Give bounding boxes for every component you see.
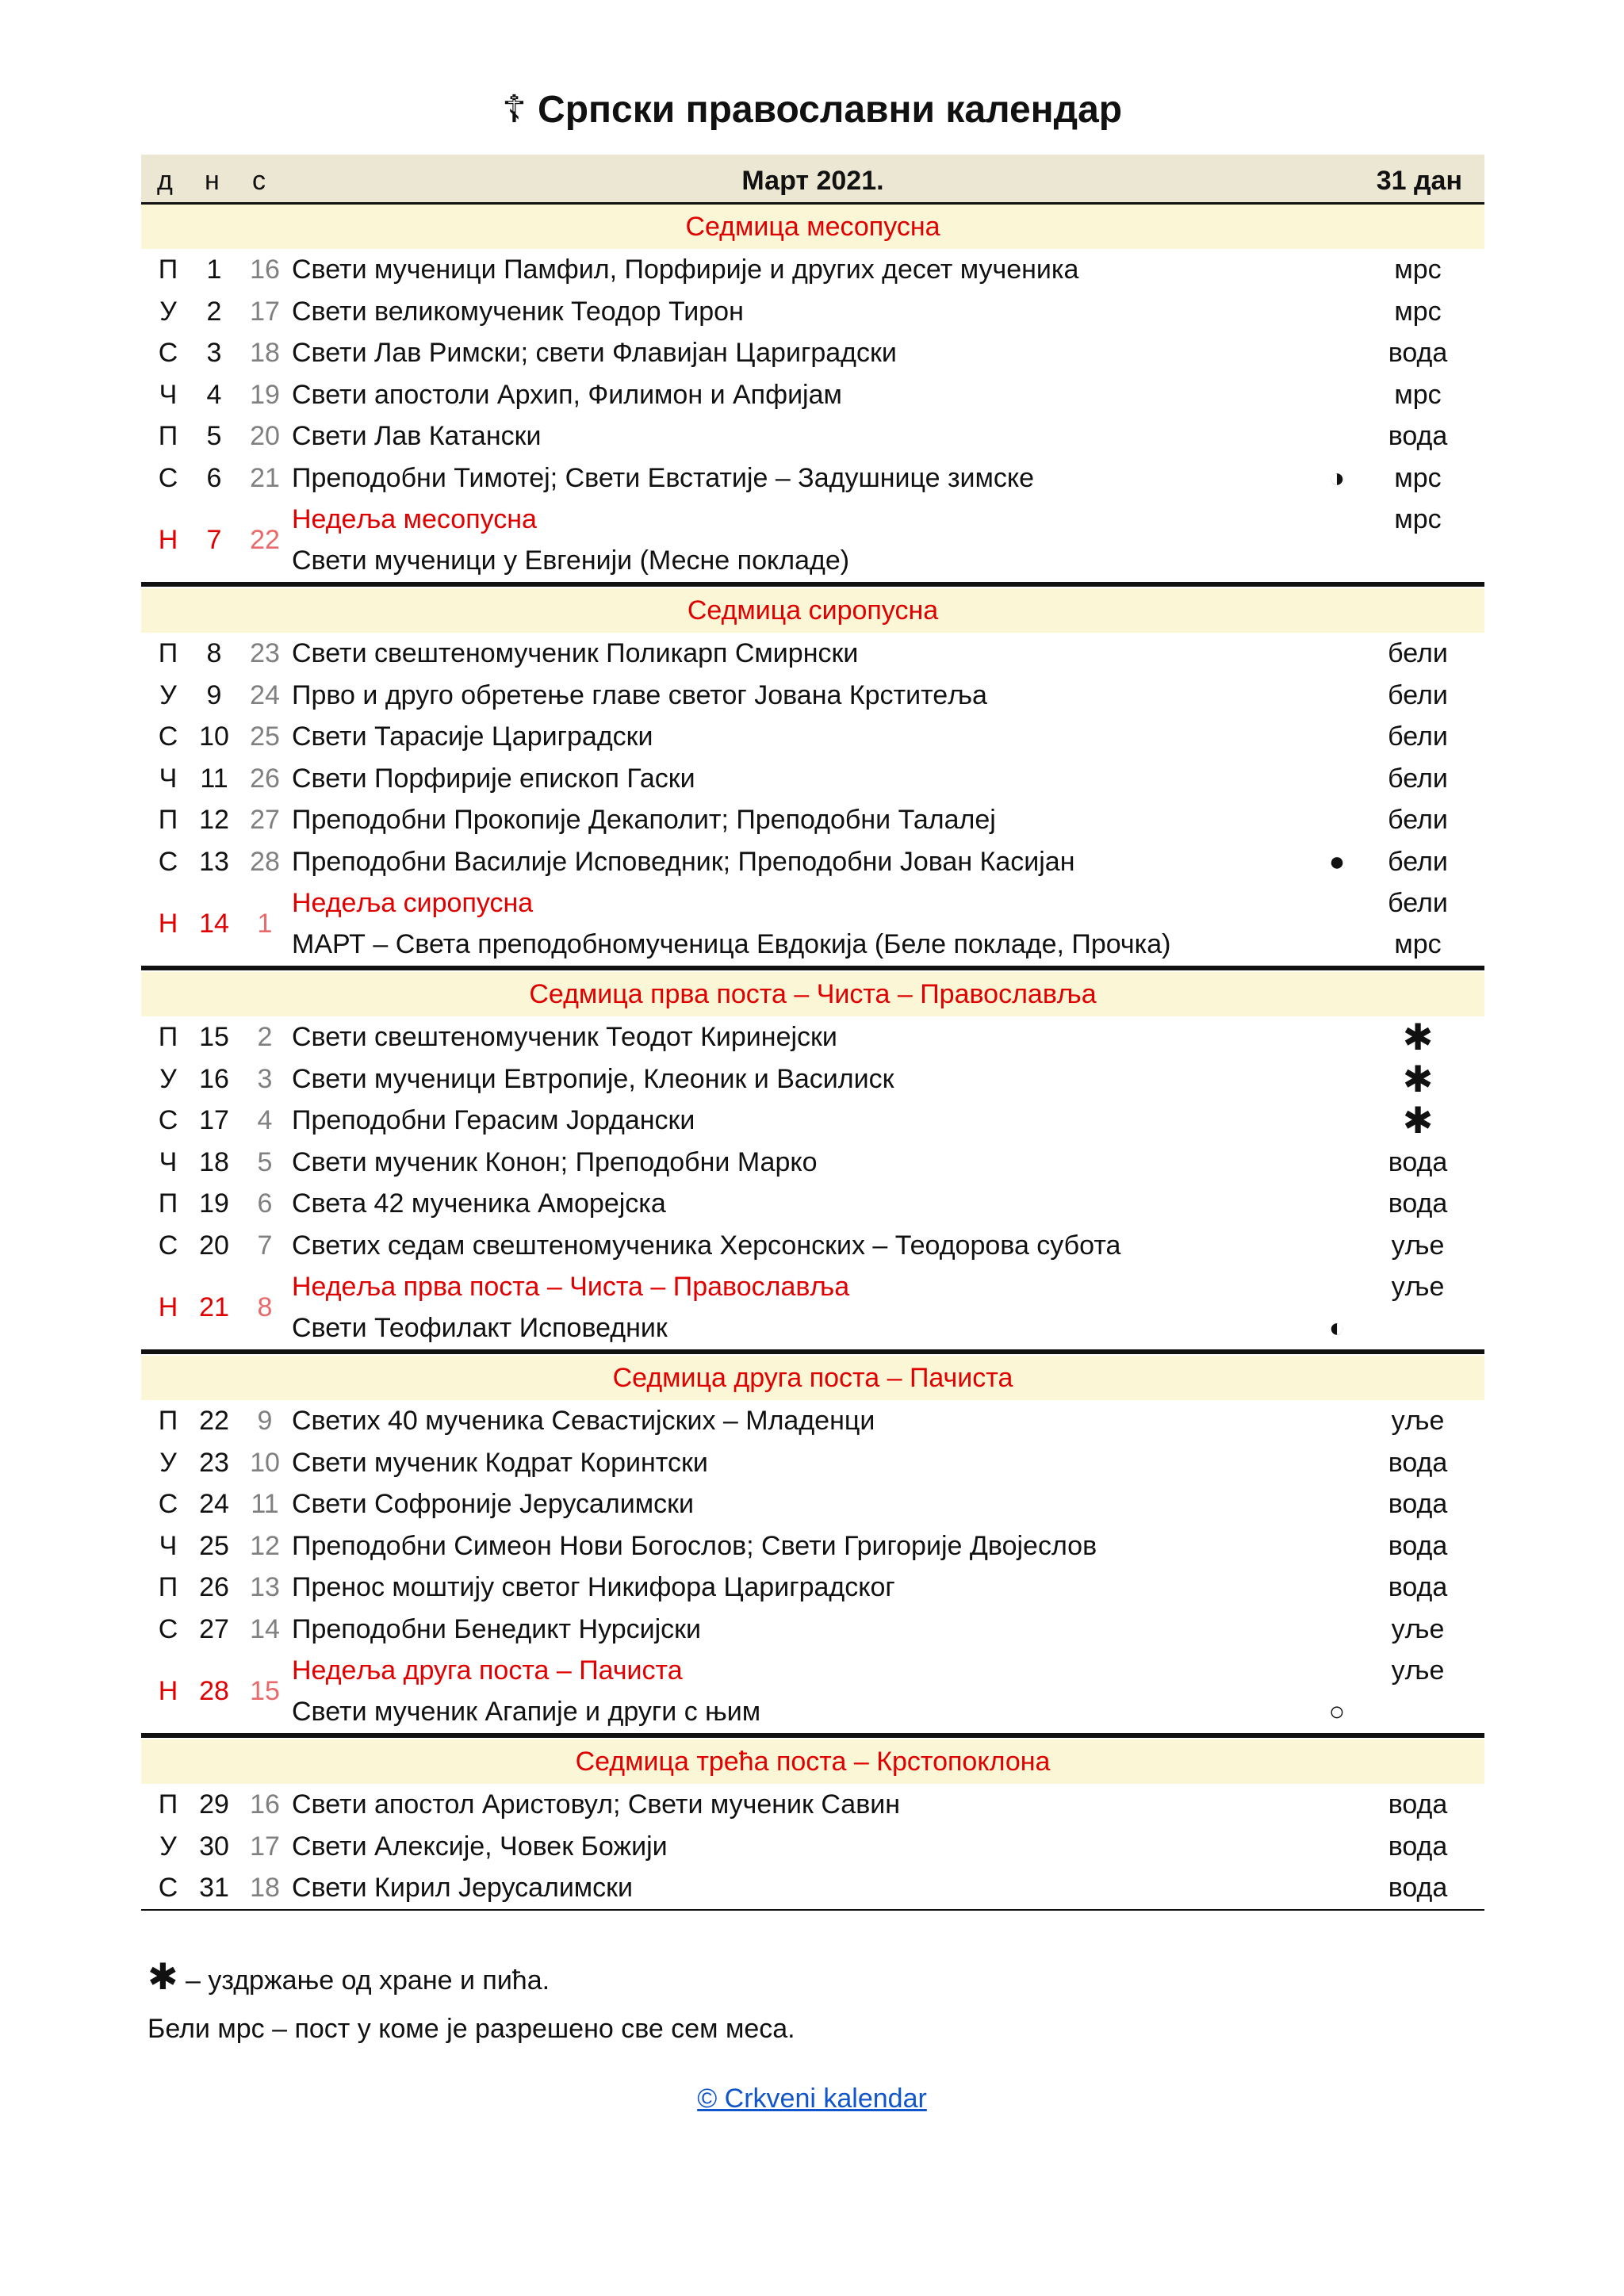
- day-row: [141, 675, 1484, 717]
- saint-text: Прво и друго обретење главе светог Јована Крститеља: [292, 679, 987, 710]
- orthodox-cross-icon: ☦: [501, 89, 527, 131]
- saint-text: Света 42 мученика Аморејска: [292, 1188, 666, 1219]
- sunday-title: Недеља друга поста – Пачиста: [292, 1655, 683, 1686]
- fasting-rule: вода: [1388, 1530, 1448, 1561]
- day-row: [141, 332, 1484, 374]
- day-number-new: 9: [206, 679, 222, 710]
- fasting-rule: уље: [1391, 1272, 1445, 1302]
- fasting-rule: бели: [1388, 721, 1448, 752]
- sunday-row: [141, 882, 1484, 966]
- day-row: [141, 1016, 1484, 1058]
- week-separator: [141, 1349, 1484, 1354]
- day-number-old: 19: [250, 379, 280, 410]
- saint-text: Свети свештеномученик Поликарп Смирнски: [292, 638, 859, 668]
- weekday-letter: Н: [158, 525, 178, 555]
- sunday-title: Недеља месопусна: [292, 504, 537, 534]
- day-number-old: 25: [250, 721, 280, 752]
- day-number-new: 12: [199, 805, 229, 835]
- saint-text: Свети Тарасије Цариградски: [292, 721, 653, 752]
- day-number-new: 27: [199, 1613, 229, 1644]
- saint-text: Светих 40 мученика Севастијских – Младенци: [292, 1406, 875, 1436]
- fasting-rule: ✱: [1402, 1100, 1434, 1141]
- fasting-rule: вода: [1388, 421, 1448, 451]
- weekday-letter: С: [158, 1105, 178, 1135]
- day-number-new: 18: [199, 1146, 229, 1177]
- weekday-letter: С: [158, 1230, 178, 1261]
- day-number-new: 23: [199, 1447, 229, 1478]
- weekday-letter: С: [158, 1873, 178, 1903]
- weekday-letter: С: [158, 721, 178, 752]
- day-row: [141, 1567, 1484, 1609]
- saint-text: Свети мученик Кодрат Коринтски: [292, 1447, 708, 1478]
- week-title: Седмица прва поста – Чиста – Православља: [141, 972, 1484, 1016]
- day-number-new: 17: [199, 1105, 229, 1135]
- saint-text: Свети мученик Конон; Преподобни Марко: [292, 1146, 818, 1177]
- header-col-new: н: [205, 166, 220, 196]
- weekday-letter: Ч: [159, 1530, 178, 1561]
- page-title-text: Српски православни календар: [538, 89, 1123, 131]
- moon-phase-icon: ○: [1328, 1697, 1346, 1727]
- day-number-new: 10: [199, 721, 229, 752]
- fasting-rule: вода: [1388, 1572, 1448, 1602]
- fasting-rule: мрс: [1394, 254, 1442, 285]
- week-block: [141, 205, 1484, 587]
- week-block: [141, 1356, 1484, 1738]
- weekday-letter: У: [159, 1447, 177, 1478]
- weekday-letter: У: [159, 1063, 177, 1094]
- saint-text: Преподобни Герасим Јордански: [292, 1105, 695, 1135]
- sunday-title: Недеља сиропусна: [292, 888, 534, 918]
- day-row: [141, 799, 1484, 841]
- day-number-old: 5: [257, 1146, 273, 1177]
- day-row: [141, 758, 1484, 800]
- day-row: [141, 249, 1484, 291]
- day-number-old: 14: [250, 1613, 280, 1644]
- saint-text: Свети Кирил Јерусалимски: [292, 1873, 634, 1903]
- sunday-row: [141, 499, 1484, 582]
- fasting-rule: бели: [1388, 638, 1448, 668]
- saint-text: Свети Лав Римски; свети Флавијан Цариградски: [292, 338, 897, 368]
- day-number-new: 19: [199, 1188, 229, 1219]
- weekday-letter: П: [158, 1188, 178, 1219]
- fasting-rule: вода: [1388, 1789, 1448, 1820]
- saint-text: Преподобни Бенедикт Нурсијски: [292, 1613, 702, 1644]
- day-row: [141, 1442, 1484, 1484]
- weekday-letter: С: [158, 462, 178, 493]
- day-row: [141, 716, 1484, 758]
- week-block: [141, 972, 1484, 1354]
- day-row: [141, 1142, 1484, 1184]
- saint-text: Преподобни Тимотеј; Свети Евстатије – Задушнице зимске: [292, 462, 1035, 493]
- fasting-rule: уље: [1391, 1655, 1445, 1686]
- footnote-white: Бели мрс – пост у коме је разрешено све сем меса.: [147, 2014, 795, 2044]
- fasting-rule: вода: [1388, 1489, 1448, 1519]
- day-number-new: 6: [206, 462, 222, 493]
- header-day-count: 31 дан: [1376, 166, 1462, 196]
- day-number-new: 25: [199, 1530, 229, 1561]
- day-number-new: 29: [199, 1789, 229, 1820]
- day-number-new: 26: [199, 1572, 229, 1602]
- day-number-old: 17: [250, 296, 280, 327]
- weekday-letter: С: [158, 1613, 178, 1644]
- weekday-letter: Н: [158, 1676, 178, 1706]
- header-col-old: с: [252, 166, 266, 196]
- day-number-new: 21: [199, 1292, 229, 1322]
- table-bottom-rule: [141, 1909, 1484, 1911]
- week-separator: [141, 966, 1484, 970]
- footnote-star: [147, 1950, 795, 2003]
- saint-text: Преподобни Василије Исповедник; Преподобни Јован Касијан: [292, 846, 1075, 877]
- weekday-letter: П: [158, 805, 178, 835]
- day-number-new: 3: [206, 338, 222, 368]
- weekday-letter: Н: [158, 909, 178, 939]
- day-number-old: 6: [257, 1188, 273, 1219]
- day-number-new: 28: [199, 1676, 229, 1706]
- day-row: [141, 1483, 1484, 1525]
- day-row: [141, 457, 1484, 499]
- day-row: [141, 1400, 1484, 1442]
- weekday-letter: П: [158, 1572, 178, 1602]
- weekday-letter: П: [158, 421, 178, 451]
- day-number-old: 20: [250, 421, 280, 451]
- day-number-new: 13: [199, 846, 229, 877]
- day-row: [141, 633, 1484, 675]
- day-number-new: 14: [199, 909, 229, 939]
- weekday-letter: У: [159, 1831, 177, 1862]
- day-number-new: 30: [199, 1831, 229, 1862]
- day-number-old: 9: [257, 1406, 273, 1436]
- moon-phase-icon: ◐: [1328, 1313, 1346, 1343]
- weekday-letter: П: [158, 254, 178, 285]
- day-row: [141, 1183, 1484, 1225]
- footnotes: [147, 1950, 795, 2055]
- fasting-rule: бели: [1388, 888, 1448, 918]
- saint-text: Пренос моштију светог Никифора Цариградског: [292, 1572, 895, 1602]
- fasting-rule-second: мрс: [1394, 929, 1442, 959]
- weekday-letter: У: [159, 679, 177, 710]
- weekday-letter: Ч: [159, 763, 178, 794]
- day-row: [141, 1826, 1484, 1868]
- day-number-new: 22: [199, 1406, 229, 1436]
- moon-phase-icon: ◑: [1328, 462, 1346, 493]
- moon-phase-icon: ●: [1328, 846, 1346, 877]
- day-number-old: 18: [250, 338, 280, 368]
- saint-text: Светих седам свештеномученика Херсонских – Теодорова субота: [292, 1230, 1121, 1261]
- fasting-rule: ✱: [1402, 1058, 1434, 1100]
- day-number-new: 24: [199, 1489, 229, 1519]
- day-number-old: 7: [257, 1230, 273, 1261]
- day-row: [141, 374, 1484, 416]
- weekday-letter: С: [158, 1489, 178, 1519]
- credit-link[interactable]: © Crkveni kalendar: [697, 2084, 927, 2114]
- week-separator: [141, 582, 1484, 587]
- fasting-rule: уље: [1391, 1613, 1445, 1644]
- asterisk-icon: ✱: [147, 1956, 178, 1997]
- day-number-old: 22: [250, 525, 280, 555]
- page-title: [0, 87, 1624, 132]
- weekday-letter: П: [158, 1789, 178, 1820]
- day-number-new: 16: [199, 1063, 229, 1094]
- day-number-new: 20: [199, 1230, 229, 1261]
- day-number-new: 5: [206, 421, 222, 451]
- weekday-letter: П: [158, 1406, 178, 1436]
- fasting-rule: мрс: [1394, 462, 1442, 493]
- saint-text: Свети мученици Памфил, Порфирије и других десет мученика: [292, 254, 1079, 285]
- fasting-rule: вода: [1388, 1146, 1448, 1177]
- saint-text: Свети мученик Агапије и други с њим: [292, 1697, 761, 1727]
- day-number-new: 1: [206, 254, 222, 285]
- day-row: [141, 1100, 1484, 1142]
- day-number-old: 24: [250, 679, 280, 710]
- day-row: [141, 415, 1484, 457]
- day-row: [141, 1525, 1484, 1567]
- fasting-rule: уље: [1391, 1406, 1445, 1436]
- week-title: Седмица друга поста – Пачиста: [141, 1356, 1484, 1400]
- day-row: [141, 1225, 1484, 1267]
- day-number-old: 18: [250, 1873, 280, 1903]
- fasting-rule: вода: [1388, 1831, 1448, 1862]
- day-number-old: 2: [257, 1022, 273, 1052]
- footnote-star-text: – уздржање од хране и пића.: [178, 1965, 550, 1996]
- fasting-rule: ✱: [1402, 1016, 1434, 1058]
- day-row: [141, 1058, 1484, 1100]
- weekday-letter: С: [158, 338, 178, 368]
- header-month: Март 2021.: [741, 166, 884, 196]
- header-col-day: д: [157, 166, 173, 196]
- saint-text: Свети Лав Катански: [292, 421, 542, 451]
- day-number-old: 10: [250, 1447, 280, 1478]
- day-number-old: 11: [251, 1489, 279, 1519]
- fasting-rule: вода: [1388, 338, 1448, 368]
- saint-text: МАРТ – Света преподобномученица Евдокија (Беле покладе, Прочка): [292, 929, 1171, 959]
- sunday-title: Недеља прва поста – Чиста – Православља: [292, 1272, 850, 1302]
- day-number-old: 12: [250, 1530, 280, 1561]
- saint-text: Свети великомученик Теодор Тирон: [292, 296, 744, 327]
- week-title: Седмица трећа поста – Крстопоклона: [141, 1739, 1484, 1784]
- saint-text: Свети апостол Аристовул; Свети мученик Савин: [292, 1789, 901, 1820]
- week-title: Седмица сиропусна: [141, 588, 1484, 633]
- week-separator: [141, 1733, 1484, 1738]
- day-number-old: 1: [257, 909, 273, 939]
- fasting-rule: бели: [1388, 805, 1448, 835]
- day-number-old: 27: [250, 805, 280, 835]
- day-row: [141, 1867, 1484, 1909]
- fasting-rule: вода: [1388, 1873, 1448, 1903]
- day-number-new: 8: [206, 638, 222, 668]
- saint-text: Преподобни Прокопије Декаполит; Преподобни Талалеј: [292, 805, 996, 835]
- fasting-rule: мрс: [1394, 504, 1442, 534]
- saint-text: Свети мученици Евтропије, Клеоник и Василиск: [292, 1063, 894, 1094]
- day-number-old: 28: [250, 846, 280, 877]
- weekday-letter: П: [158, 1022, 178, 1052]
- sunday-row: [141, 1266, 1484, 1349]
- week-block: [141, 588, 1484, 970]
- saint-text: Свети Софроније Јерусалимски: [292, 1489, 694, 1519]
- fasting-rule: бели: [1388, 679, 1448, 710]
- saint-text: Свети Алексије, Човек Божији: [292, 1831, 668, 1862]
- weekday-letter: С: [158, 846, 178, 877]
- day-row: [141, 1784, 1484, 1826]
- day-number-new: 4: [206, 379, 222, 410]
- fasting-rule: вода: [1388, 1447, 1448, 1478]
- day-number-old: 4: [257, 1105, 273, 1135]
- fasting-rule: вода: [1388, 1188, 1448, 1219]
- weekday-letter: П: [158, 638, 178, 668]
- day-number-new: 7: [206, 525, 222, 555]
- saint-text: Свети Порфирије епископ Гаски: [292, 763, 695, 794]
- fasting-rule: бели: [1388, 846, 1448, 877]
- day-number-old: 13: [250, 1572, 280, 1602]
- day-number-old: 17: [250, 1831, 280, 1862]
- weekday-letter: Ч: [159, 1146, 178, 1177]
- day-row: [141, 291, 1484, 333]
- day-number-old: 16: [250, 254, 280, 285]
- fasting-rule: бели: [1388, 763, 1448, 794]
- week-block: [141, 1739, 1484, 1911]
- weekday-letter: Н: [158, 1292, 178, 1322]
- sunday-row: [141, 1650, 1484, 1733]
- day-number-old: 26: [250, 763, 280, 794]
- saint-text: Свети апостоли Архип, Филимон и Апфијам: [292, 379, 842, 410]
- saint-text: Преподобни Симеон Нови Богослов; Свети Григорије Двојеслов: [292, 1530, 1097, 1561]
- saint-text: Свети мученици у Евгенији (Месне покладе): [292, 545, 850, 576]
- fasting-rule: мрс: [1394, 379, 1442, 410]
- day-row: [141, 1609, 1484, 1651]
- weekday-letter: У: [159, 296, 177, 327]
- calendar-header: [141, 155, 1484, 205]
- day-number-old: 15: [250, 1676, 280, 1706]
- day-number-new: 31: [199, 1873, 229, 1903]
- day-number-old: 23: [250, 638, 280, 668]
- day-number-new: 15: [199, 1022, 229, 1052]
- fasting-rule: мрс: [1394, 296, 1442, 327]
- weekday-letter: Ч: [159, 379, 178, 410]
- day-row: [141, 841, 1484, 883]
- day-number-old: 16: [250, 1789, 280, 1820]
- day-number-old: 3: [257, 1063, 273, 1094]
- fasting-rule: уље: [1391, 1230, 1445, 1261]
- saint-text: Свети свештеномученик Теодот Киринејски: [292, 1022, 837, 1052]
- week-title: Седмица месопусна: [141, 205, 1484, 249]
- day-number-old: 21: [250, 462, 280, 493]
- day-number-new: 2: [206, 296, 222, 327]
- day-number-old: 8: [257, 1292, 273, 1322]
- saint-text: Свети Теофилакт Исповедник: [292, 1313, 668, 1343]
- day-number-new: 11: [200, 763, 228, 794]
